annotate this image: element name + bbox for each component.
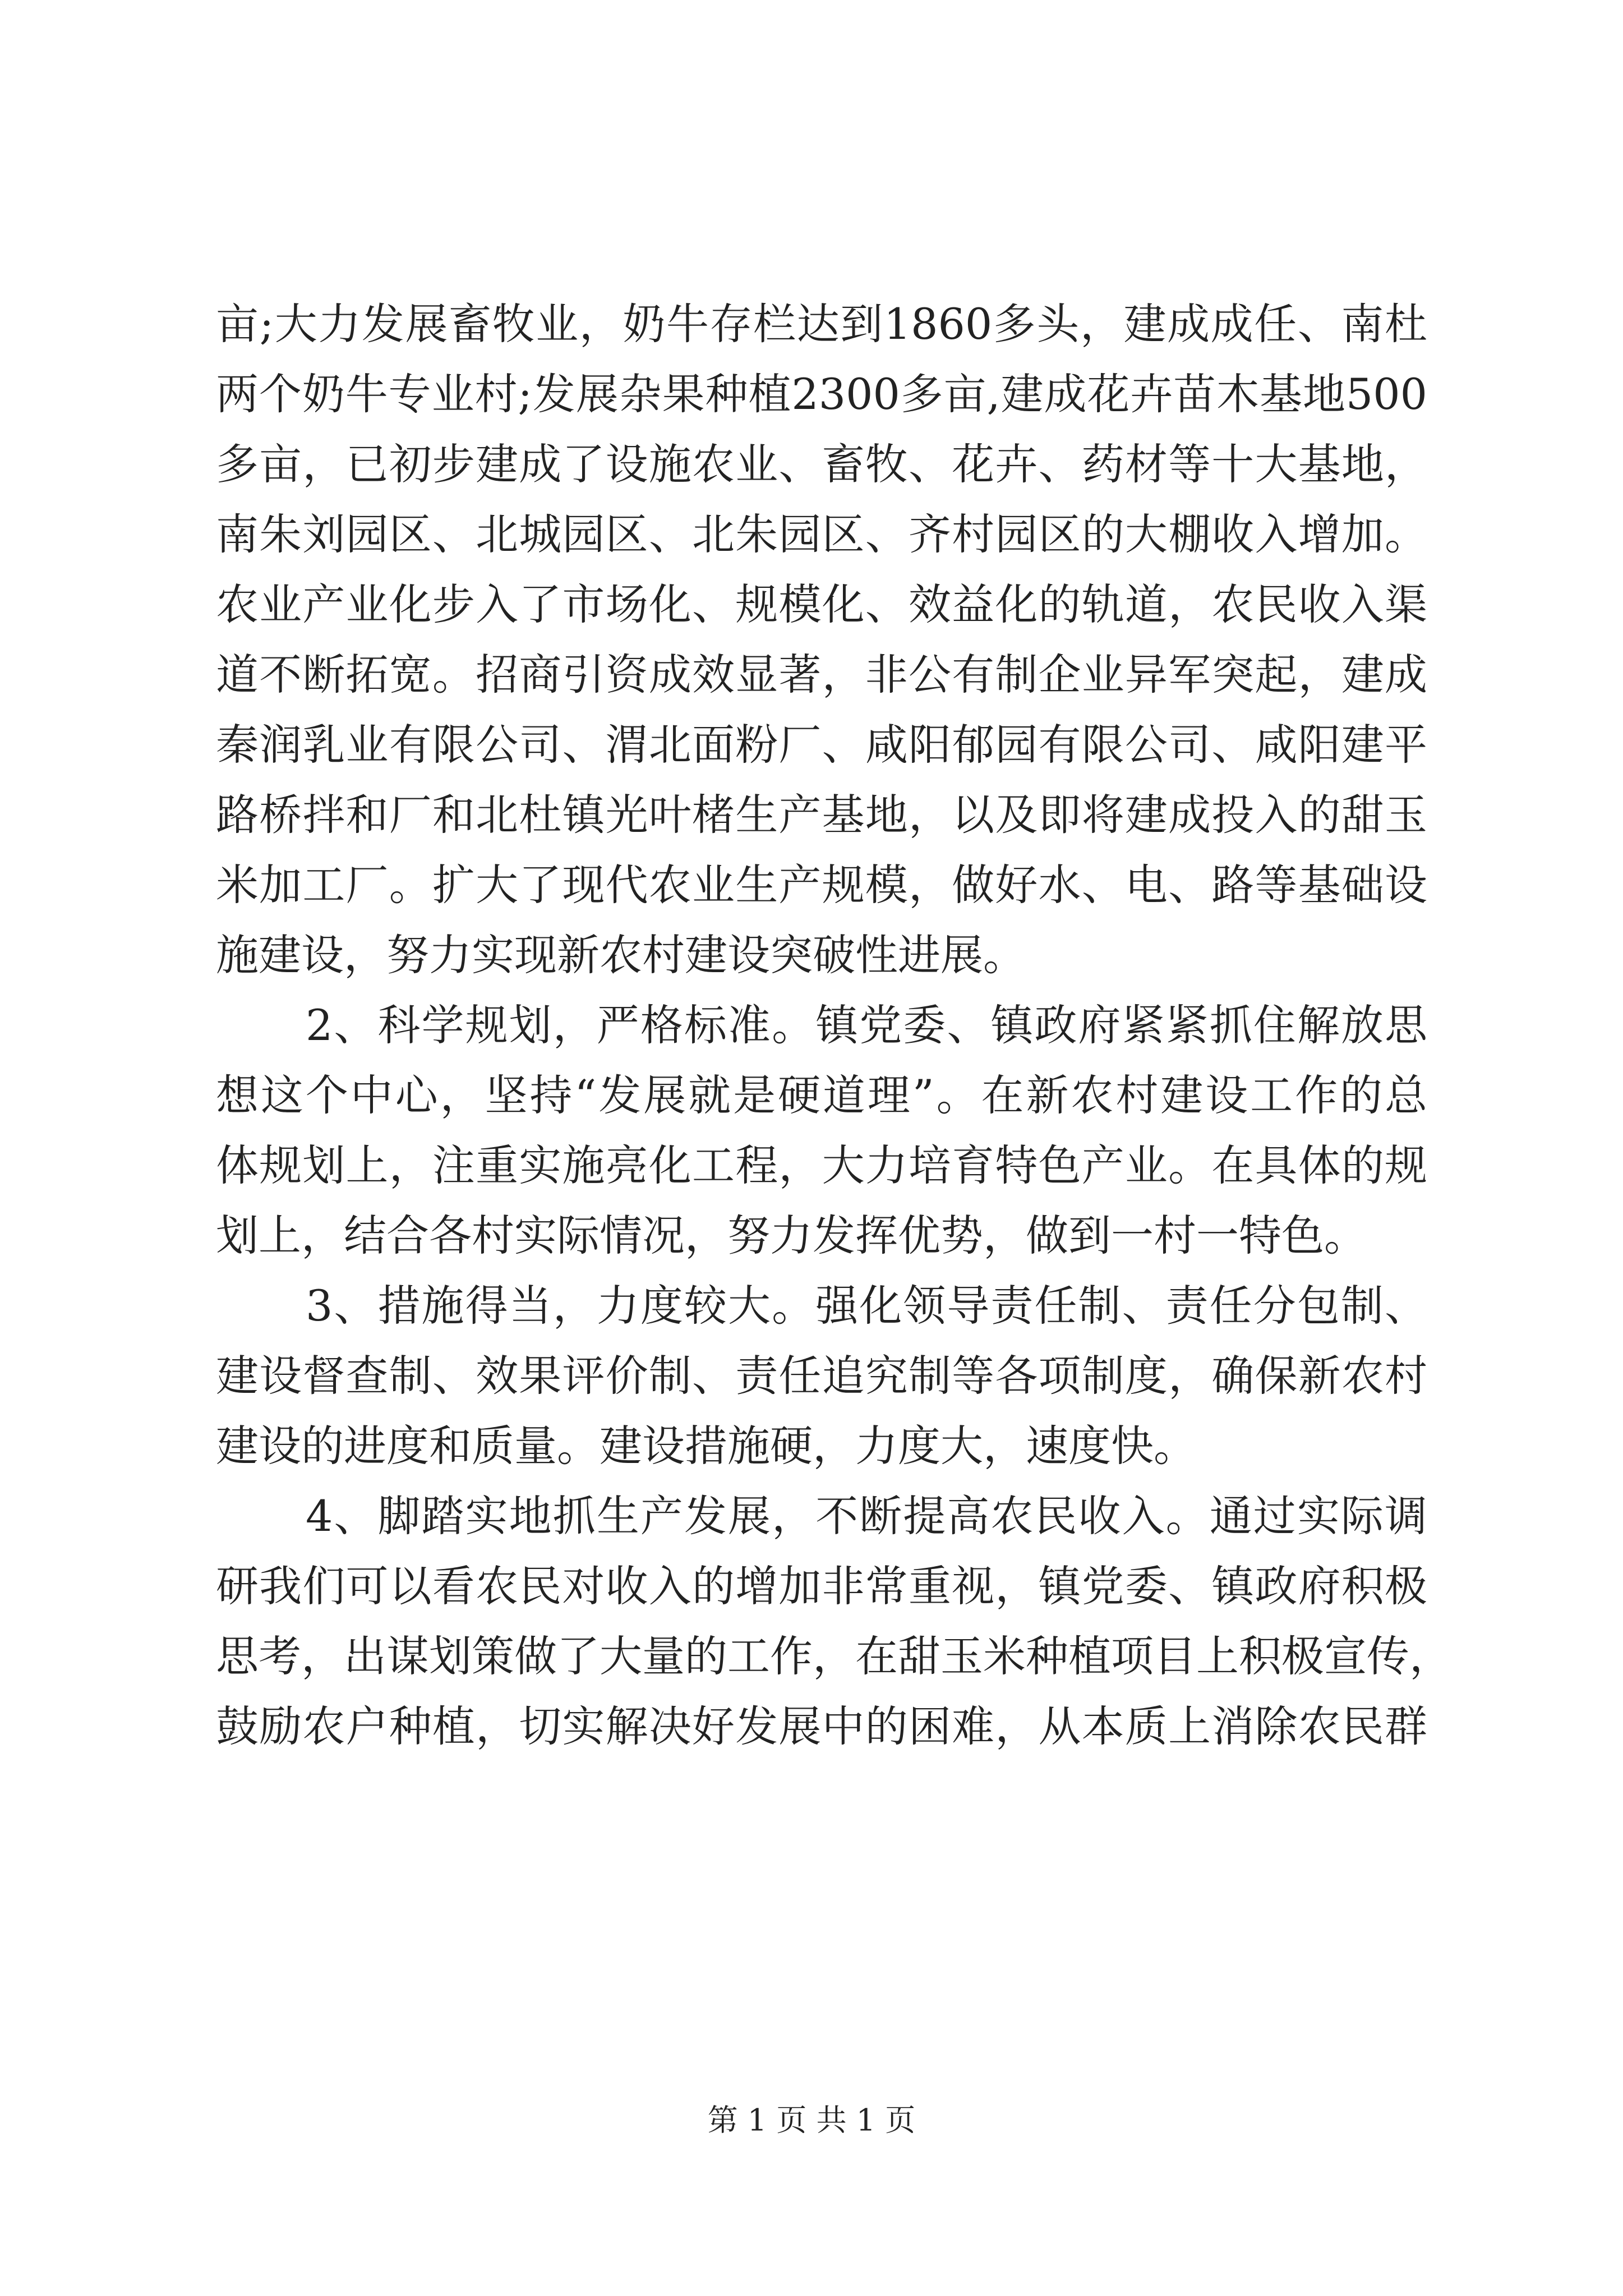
paragraph-line: 4、脚踏实地抓生产发展，不断提高农民收入。通过实际调 xyxy=(306,1491,1427,1541)
paragraph-line: 农业产业化步入了市场化、规模化、效益化的轨道，农民收入渠 xyxy=(216,579,1427,629)
paragraph-line: 道不断拓宽。招商引资成效显著，非公有制企业异军突起，建成 xyxy=(216,650,1427,700)
page-footer xyxy=(0,2101,1623,2140)
paragraph-line: 南朱刘园区、北城园区、北朱园区、齐村园区的大棚收入增加。 xyxy=(216,509,1427,559)
paragraph-2 xyxy=(216,990,1427,1271)
paragraph-line: 路桥拌和厂和北杜镇光叶楮生产基地，以及即将建成投入的甜玉 xyxy=(216,790,1427,840)
document-body xyxy=(216,289,1452,1761)
paragraph-4 xyxy=(216,1481,1452,1761)
paragraph-line: 两个奶牛专业村;发展杂果种植2300多亩,建成花卉苗木基地500 xyxy=(216,369,1427,419)
paragraph-line: 划上，结合各村实际情况，努力发挥优势，做到一村一特色。 xyxy=(216,1211,1367,1260)
paragraph-line: 建设督查制、效果评价制、责任追究制等各项制度，确保新农村 xyxy=(216,1351,1427,1401)
page-number-label: 第 1 页 共 1 页 xyxy=(707,2102,916,2138)
paragraph-line: 3、措施得当，力度较大。强化领导责任制、责任分包制、 xyxy=(306,1281,1427,1331)
paragraph-1 xyxy=(216,289,1427,990)
paragraph-line: 秦润乳业有限公司、渭北面粉厂、咸阳郁园有限公司、咸阳建平 xyxy=(216,720,1427,770)
paragraph-line: 多亩，已初步建成了设施农业、畜牧、花卉、药材等十大基地， xyxy=(216,439,1427,489)
paragraph-line: 施建设，努力实现新农村建设突破性进展。 xyxy=(216,930,1026,980)
paragraph-line: 米加工厂。扩大了现代农业生产规模，做好水、电、路等基础设 xyxy=(216,860,1427,910)
paragraph-line: 研我们可以看农民对收入的增加非常重视，镇党委、镇政府积极 xyxy=(216,1561,1427,1611)
paragraph-3 xyxy=(216,1271,1427,1481)
paragraph-line: 亩;大力发展畜牧业，奶牛存栏达到1860多头，建成成任、南杜 xyxy=(216,299,1427,349)
paragraph-line: 想这个中心，坚持“发展就是硬道理”。在新农村建设工作的总 xyxy=(216,1070,1427,1120)
paragraph-line: 建设的进度和质量。建设措施硬，力度大，速度快。 xyxy=(216,1421,1196,1471)
paragraph-line: 鼓励农户种植，切实解决好发展中的困难，从本质上消除农民群 xyxy=(216,1701,1427,1751)
paragraph-line: 思考，出谋划策做了大量的工作，在甜玉米种植项目上积极宣传， xyxy=(216,1631,1452,1681)
paragraph-line: 2、科学规划，严格标准。镇党委、镇政府紧紧抓住解放思 xyxy=(306,1000,1427,1050)
paragraph-line: 体规划上，注重实施亮化工程，大力培育特色产业。在具体的规 xyxy=(216,1140,1427,1190)
